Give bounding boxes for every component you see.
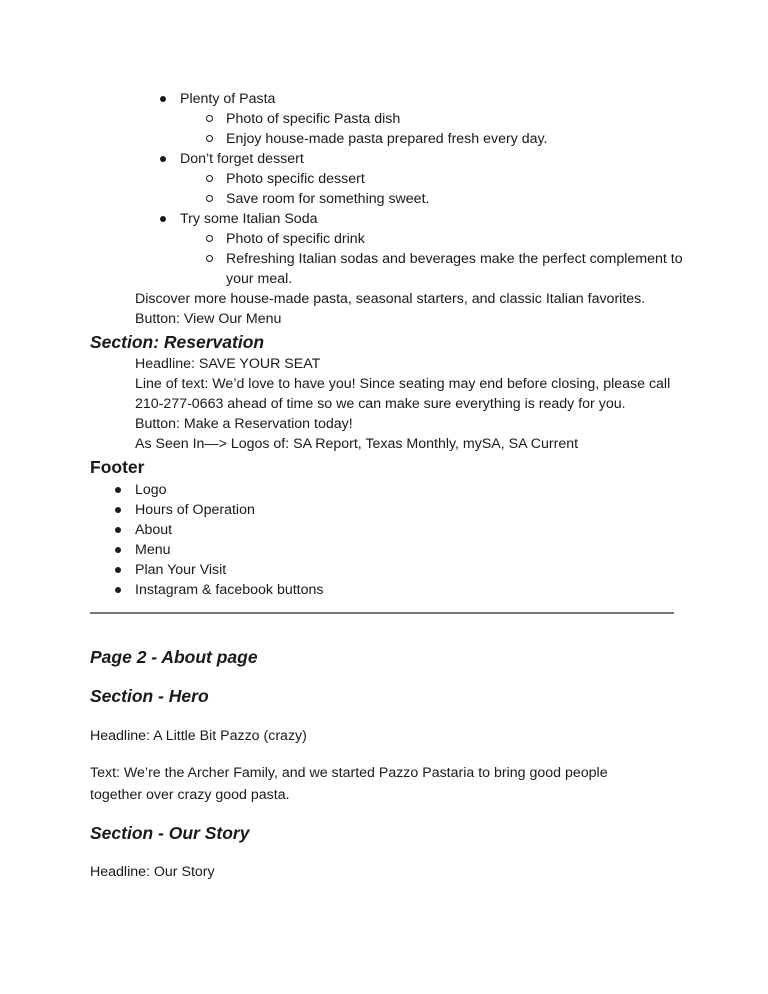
our-story-headline: Headline: Our Story: [90, 864, 215, 880]
as-seen-in: As Seen In—> Logos of: SA Report, Texas Monthly, mySA, SA Current: [135, 436, 579, 452]
page2-title: Page 2 - About page: [90, 647, 258, 667]
menu-subitem: Save room for something sweet.: [226, 191, 430, 207]
footer-item: Logo: [135, 482, 167, 498]
our-story-heading: Section - Our Story: [90, 823, 250, 843]
hero-headline: Headline: A Little Bit Pazzo (crazy): [90, 728, 307, 744]
discover-text: Discover more house-made pasta, seasonal starters, and classic Italian favorites.: [135, 291, 646, 307]
reservation-button-note: Button: Make a Reservation today!: [135, 416, 353, 432]
hero-heading: Section - Hero: [90, 686, 209, 706]
menu-item-dessert: Don’t forget dessert: [180, 151, 304, 167]
menu-item-pasta: Plenty of Pasta: [180, 91, 276, 107]
reservation-text-line: 210-277-0663 ahead of time so we can make sure everything is ready for you.: [135, 396, 626, 412]
reservation-headline: Headline: SAVE YOUR SEAT: [135, 356, 321, 372]
menu-subitem-continuation: your meal.: [226, 271, 293, 287]
footer-item: Plan Your Visit: [135, 562, 227, 578]
reservation-heading: Section: Reservation: [90, 332, 265, 352]
footer-item: Instagram & facebook buttons: [135, 582, 324, 598]
footer-heading: Footer: [90, 457, 145, 477]
menu-subitem: Refreshing Italian sodas and beverages make the perfect complement to: [226, 251, 683, 267]
menu-subitem: Photo of specific Pasta dish: [226, 111, 401, 127]
hero-text-line: Text: We’re the Archer Family, and we started Pazzo Pastaria to bring good people: [90, 765, 608, 781]
menu-subitem: Photo specific dessert: [226, 171, 365, 187]
view-menu-button-note: Button: View Our Menu: [135, 311, 282, 327]
menu-subitem: Photo of specific drink: [226, 231, 365, 247]
hero-text-line: together over crazy good pasta.: [90, 787, 290, 803]
footer-item: About: [135, 522, 173, 538]
menu-item-soda: Try some Italian Soda: [180, 211, 318, 227]
menu-subitem: Enjoy house-made pasta prepared fresh every day.: [226, 131, 548, 147]
footer-item: Hours of Operation: [135, 502, 255, 518]
horizontal-divider: [90, 612, 674, 614]
reservation-text-line: Line of text: We’d love to have you! Since seating may end before closing, please call: [135, 376, 671, 392]
footer-item: Menu: [135, 542, 171, 558]
